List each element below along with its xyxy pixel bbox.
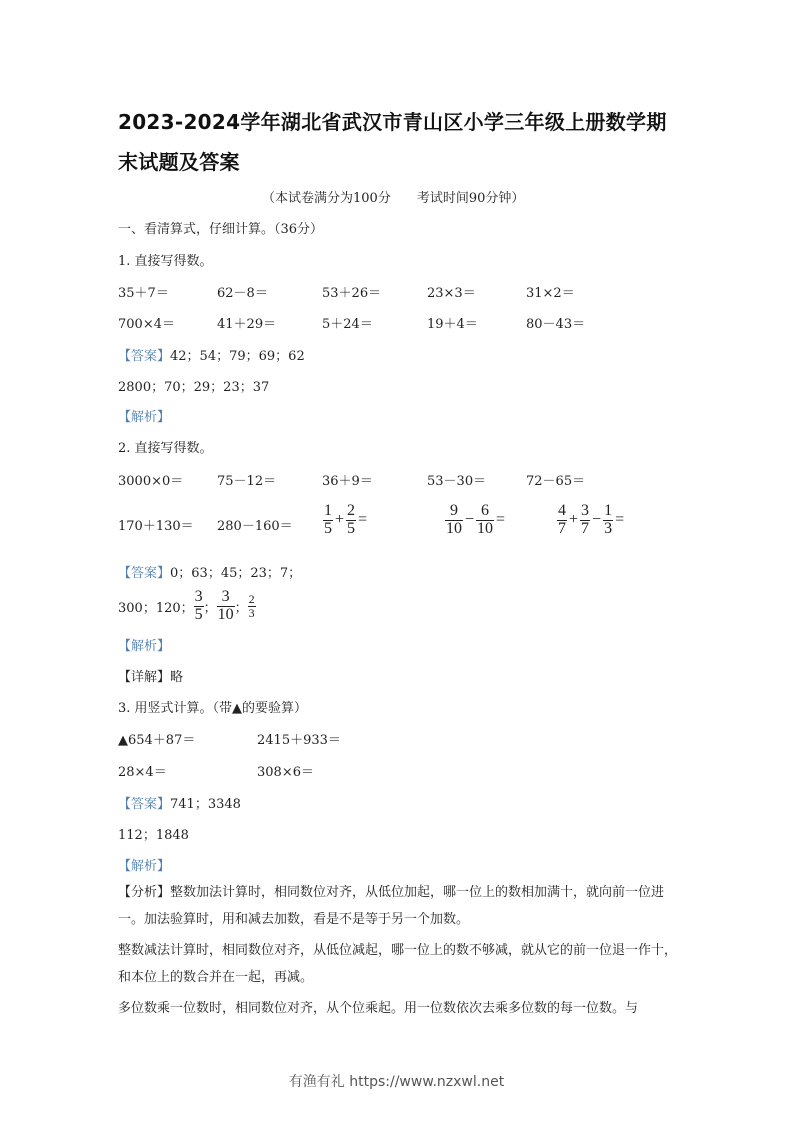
q3-label: 3. 用竖式计算。（带▲的要验算） (118, 701, 308, 716)
q2-problem: 53－30＝ (427, 474, 487, 489)
exam-info: （本试卷满分为100分 考试时间90分钟） (262, 191, 525, 206)
q3-problem: 28×4＝ (118, 765, 167, 780)
q2-fraction-problem: $\frac{9}{10}$ − $\frac{6}{10}$ = (446, 502, 506, 537)
q1-answer (118, 345, 305, 364)
q1-problem: 5＋24＝ (322, 317, 373, 332)
q3-analysis-para3: 多位数乘一位数时，相同数位对齐，从个位乘起。用一位数依次去乘多位数的每一位数。与 (118, 1001, 639, 1016)
answer-tag: 【答案】 (118, 349, 171, 364)
q2-label: 2. 直接写得数。 (118, 441, 213, 456)
document-title-line2: 末试题及答案 (118, 150, 240, 174)
q1-problem: 41＋29＝ (217, 317, 277, 332)
q1-problem: 700×4＝ (118, 317, 175, 332)
q2-problem: 170＋130＝ (118, 519, 194, 534)
q1-label: 1. 直接写得数。 (118, 254, 213, 269)
q3-answer-line2: 112；1848 (118, 828, 189, 843)
q1-analysis-tag: 【解析】 (118, 410, 171, 425)
q1-problem: 53＋26＝ (322, 286, 382, 301)
q2-problem: 72－65＝ (526, 474, 586, 489)
q1-problem: 31×2＝ (526, 286, 575, 301)
q1-problem: 80－43＝ (526, 317, 586, 332)
q1-problem: 23×3＝ (427, 286, 476, 301)
q2-answer-line1: 0；63；45；23；7； (170, 566, 302, 581)
q1-problem: 62－8＝ (217, 286, 268, 301)
q3-problem: 2415＋933＝ (257, 733, 341, 748)
q2-detail: 【详解】略 (118, 670, 184, 685)
q2-problem: 75－12＝ (217, 474, 277, 489)
q1-problem: 19＋4＝ (427, 317, 478, 332)
q3-problem: ▲654＋87＝ (118, 733, 196, 748)
q1-problem: 35＋7＝ (118, 286, 169, 301)
q2-fraction-problem: $\frac{1}{5}$ + $\frac{2}{5}$ = (324, 502, 368, 537)
section1-heading: 一、看清算式，仔细计算。（36分） (118, 222, 324, 237)
answer-tag: 【答案】 (118, 797, 171, 812)
q2-answer-line2: 300；120； $\frac{3}{5}$ ； $\frac{3}{10}$ ； $\frac{2}{3}$ (118, 588, 255, 623)
q1-answer-line2: 2800；70；29；23；37 (118, 380, 270, 395)
detail-tag: 【详解】 (118, 670, 171, 685)
q3-problem: 308×6＝ (257, 765, 314, 780)
q2-problem: 36＋9＝ (322, 474, 373, 489)
q2-problem: 280－160＝ (217, 519, 293, 534)
answer-tag: 【答案】 (118, 566, 171, 581)
q2-answer (118, 562, 301, 581)
q2-problem: 3000×0＝ (118, 474, 184, 489)
q3-analysis-para1: 【分析】整数加法计算时，相同数位对齐，从低位加起，哪一位上的数相加满十，就向前一位进一。加法验算时，用和减去加数，看是不是等于另一个加数。 (118, 885, 665, 927)
q3-analysis-para2: 整数减法计算时，相同数位对齐，从低位减起，哪一位上的数不够减，就从它的前一位退一作十，和本位上的数合并在一起，再减。 (118, 943, 678, 985)
q2-fraction-problem: $\frac{4}{7}$ + $\frac{3}{7}$ − $\frac{1}{3}$ = (558, 502, 625, 537)
fenxi-tag: 【分析】 (118, 885, 171, 900)
document-title-line1: 2023-2024学年湖北省武汉市青山区小学三年级上册数学期 (118, 110, 667, 134)
footer-watermark: 有渔有礼 https://www.nzxwl.net (288, 1074, 505, 1090)
q1-answer-line1: 42；54；79；69；62 (170, 349, 305, 364)
q3-analysis-tag: 【解析】 (118, 859, 171, 874)
q2-analysis-tag: 【解析】 (118, 639, 171, 654)
q3-answer-line1: 741；3348 (170, 797, 241, 812)
q3-answer (118, 793, 241, 812)
